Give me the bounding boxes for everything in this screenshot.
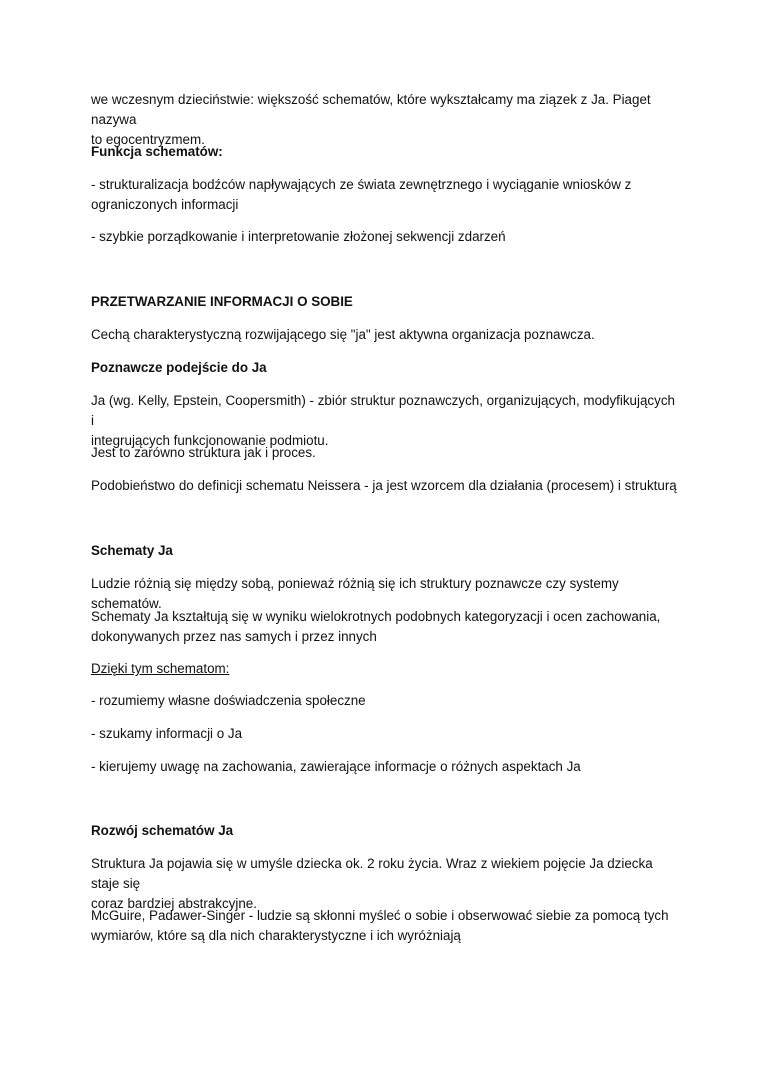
section-heading-poznawcze: Poznawcze podejście do Ja	[91, 360, 267, 375]
list-item: - kierujemy uwagę na zachowania, zawierające informacje o różnych aspektach Ja	[91, 759, 581, 774]
list-item: - szukamy informacji o Ja	[91, 726, 243, 741]
list-item: - rozumiemy własne doświadczenia społeczne	[91, 693, 366, 708]
text-line: - strukturalizacja bodźców napływających ze świata zewnętrznego i wyciąganie wniosków z	[91, 177, 632, 192]
text-line: to egocentryzmem.	[91, 132, 205, 147]
paragraph	[91, 906, 681, 946]
list-item: - szybkie porządkowanie i interpretowanie złożonej sekwencji zdarzeń	[91, 229, 506, 244]
paragraph: Ludzie różnią się między sobą, ponieważ różnią się ich struktury poznawcze czy systemy schematów.	[91, 576, 619, 611]
paragraph: Podobieństwo do definicji schematu Neissera - ja jest wzorcem dla działania (procesem) i strukturą	[91, 478, 677, 493]
paragraph	[91, 391, 681, 451]
text-line: Ja (wg. Kelly, Epstein, Coopersmith) - zbiór struktur poznawczych, organizujących, modyfikujących i	[91, 393, 675, 428]
text-line: wymiarów, które są dla nich charakterystyczne i ich wyróżniają	[91, 928, 461, 943]
paragraph: Cechą charakterystyczną rozwijającego się "ja" jest aktywna organizacja poznawcza.	[91, 327, 595, 342]
text-line: Schematy Ja kształtują się w wyniku wielokrotnych podobnych kategoryzacji i ocen zachowania,	[91, 609, 661, 624]
paragraph: Jest to zarówno struktura jak i proces.	[91, 445, 316, 460]
section-heading-przetwarzanie: PRZETWARZANIE INFORMACJI O SOBIE	[91, 294, 353, 309]
text-line: McGuire, Padawer-Singer - ludzie są skłonni myśleć o sobie i obserwować siebie za pomocą tych	[91, 908, 669, 923]
paragraph	[91, 854, 681, 914]
text-line: Struktura Ja pojawia się w umyśle dziecka ok. 2 roku życia. Wraz z wiekiem pojęcie Ja dziecka staje się	[91, 856, 653, 891]
text-line: ograniczonych informacji	[91, 197, 239, 212]
text-line: we wczesnym dzieciństwie: większość schematów, które wykształcamy ma ziązek z Ja. Piaget nazywa	[91, 92, 651, 127]
intro-paragraph	[91, 90, 681, 150]
section-heading-funkcja: Funkcja schematów:	[91, 144, 223, 159]
paragraph	[91, 607, 681, 647]
text-line: integrujących funkcjonowanie podmiotu.	[91, 433, 329, 448]
section-heading-rozwoj: Rozwój schematów Ja	[91, 823, 234, 838]
subheading-dzieki: Dzięki tym schematom:	[91, 661, 230, 676]
list-item	[91, 175, 681, 215]
text-line: coraz bardziej abstrakcyjne.	[91, 896, 257, 911]
section-heading-schematy: Schematy Ja	[91, 543, 173, 558]
text-line: dokonywanych przez nas samych i przez innych	[91, 629, 377, 644]
